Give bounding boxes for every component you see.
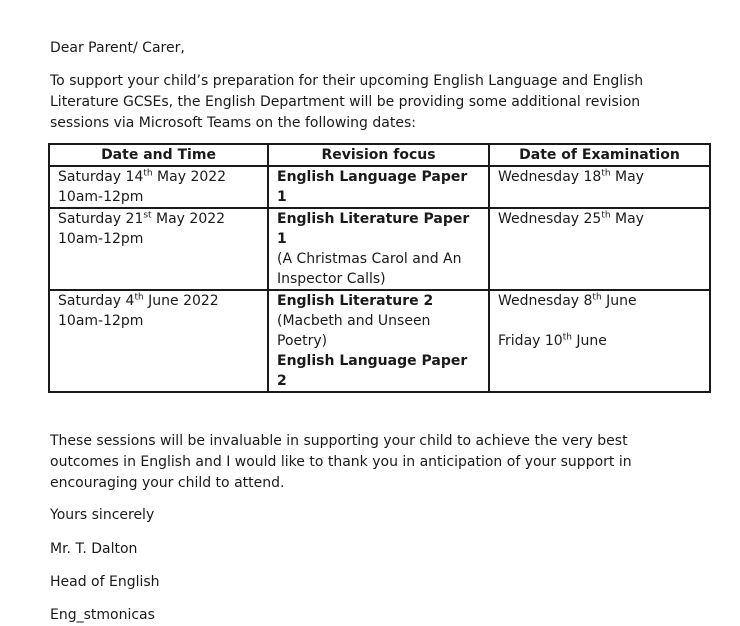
table-row <box>49 166 710 208</box>
focus-paper: English Literature Paper 1 <box>277 211 470 247</box>
exam-date-cell <box>489 290 710 392</box>
table-row <box>49 208 710 290</box>
column-header-exam: Date of Examination <box>489 144 710 166</box>
focus-texts: (A Christmas Carol and An Inspector Calls) <box>277 251 462 287</box>
ordinal-suffix: th <box>601 168 611 179</box>
exam-date-text: Wednesday 8 <box>498 293 593 309</box>
focus-texts: (Macbeth and Unseen Poetry) <box>277 313 431 349</box>
sign-off: Yours sincerely <box>50 507 155 523</box>
ordinal-suffix: th <box>134 292 144 303</box>
revision-focus-cell <box>268 290 489 392</box>
session-date-cell <box>49 208 268 290</box>
revision-focus-cell <box>268 166 489 208</box>
exam-date-text: May <box>610 169 644 185</box>
table-header-row <box>49 144 710 166</box>
letter-page <box>50 38 700 626</box>
session-date-text: June 2022 10am-12pm <box>58 293 219 329</box>
exam-date-text: May <box>610 211 644 227</box>
column-header-focus: Revision focus <box>268 144 489 166</box>
column-header-date: Date and Time <box>49 144 268 166</box>
session-date-text: Saturday 14 <box>58 169 144 185</box>
session-date-text: May 2022 10am-12pm <box>58 211 226 247</box>
session-date-cell <box>49 290 268 392</box>
focus-paper: English Language Paper 1 <box>277 169 468 205</box>
focus-paper: English Literature 2 <box>277 293 434 309</box>
greeting: Dear Parent/ Carer, <box>50 40 185 56</box>
ordinal-suffix: st <box>143 210 152 221</box>
session-date-text: Saturday 4 <box>58 293 135 309</box>
ordinal-suffix: th <box>601 210 611 221</box>
signer-name: Mr. T. Dalton <box>50 541 138 557</box>
exam-date-text: Wednesday 18 <box>498 169 602 185</box>
session-date-text: Saturday 21 <box>58 211 144 227</box>
ordinal-suffix: th <box>592 292 602 303</box>
exam-date-cell <box>489 208 710 290</box>
spacer <box>498 311 701 331</box>
revision-schedule-table <box>48 143 711 393</box>
exam-date-cell <box>489 166 710 208</box>
revision-focus-cell <box>268 208 489 290</box>
exam-date-text: June <box>571 333 607 349</box>
exam-date-text: Wednesday 25 <box>498 211 602 227</box>
ordinal-suffix: th <box>562 332 572 343</box>
exam-date-line <box>498 331 701 351</box>
focus-paper-secondary: English Language Paper 2 <box>277 353 468 389</box>
department-handle: Eng_stmonicas <box>50 607 155 623</box>
closing-paragraph: These sessions will be invaluable in supporting your child to achieve the very best outcomes in English and I would like to thank you in anticipation of your support in encouraging your child to attend. <box>50 433 632 491</box>
ordinal-suffix: th <box>143 168 153 179</box>
signer-title: Head of English <box>50 574 160 590</box>
exam-date-text: June <box>601 293 637 309</box>
exam-date-line <box>498 291 701 311</box>
intro-paragraph: To support your child’s preparation for their upcoming English Language and English Literature GCSEs, the English Department will be providing some additional revision sessions via Microsoft Teams on the following dates: <box>50 73 644 131</box>
exam-date-text: Friday 10 <box>498 333 563 349</box>
session-date-text: May 2022 10am-12pm <box>58 169 227 205</box>
session-date-cell <box>49 166 268 208</box>
table-row <box>49 290 710 392</box>
